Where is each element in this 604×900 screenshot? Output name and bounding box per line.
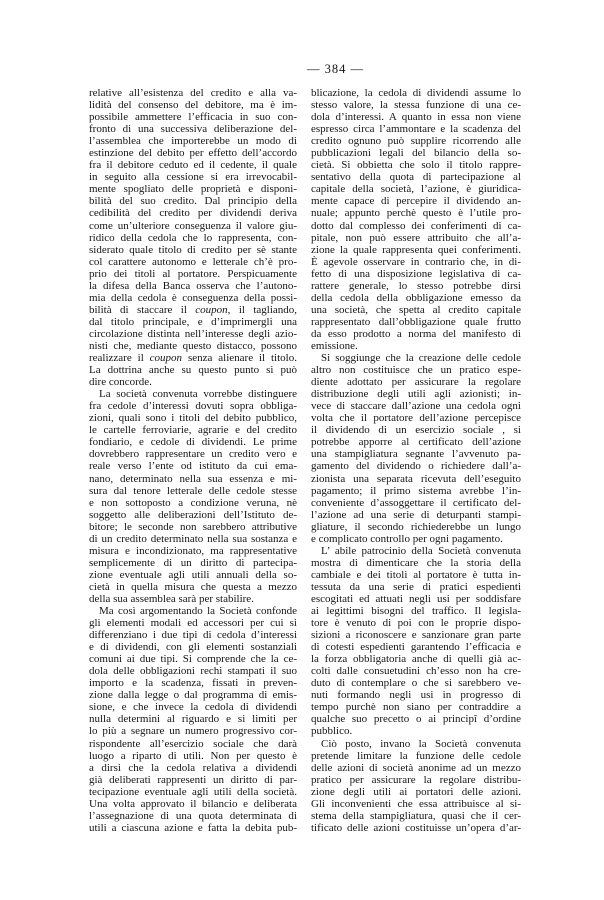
text-line: L’ abile patrocinio della Società convenuta	[321, 544, 521, 557]
text-line: di cotesti espedienti garantendo l’efficacia e	[311, 641, 521, 654]
text-line: l’azione ad una serie di deturpanti stampi-	[311, 508, 521, 521]
text-line: cietà. Si obbietta che solo il titolo rappre-	[311, 159, 521, 172]
text-line: dal titolo principale, e d’imprimergli una	[89, 315, 297, 328]
text-line: sione, e che invece la cedola di dividendi	[89, 701, 297, 714]
text-line: nulla determini al riguardo e si limiti per	[89, 713, 297, 726]
text-line: zione degli utili ai portatori delle azioni.	[311, 785, 521, 798]
text-line: zionista una separata ricevuta dell’eseguito	[311, 472, 521, 485]
text-segment: realizzare il	[89, 352, 150, 365]
text-line: dola delle obbligazioni rechi stampati il suo	[89, 665, 297, 678]
text-line: in seguito alla cessione si era irrevocabil-	[89, 171, 297, 184]
text-line: La dottrina anche su questo punto si può	[89, 364, 297, 377]
text-line: potrebbe apporre al certificato dell’azione	[311, 436, 521, 449]
text-line: colti dalle consuetudini ch’esso non ha cre-	[311, 665, 521, 678]
text-line: pratico per assicurare la regolare distribu-	[311, 773, 521, 786]
paragraph	[311, 87, 521, 352]
text-line: escogitati ed attuati negli usi per soddisfare	[311, 592, 521, 605]
text-line: una società, che spetta al credito capitale	[311, 303, 521, 316]
text-line: nisti che, mediante questo distacco, possono	[89, 339, 297, 352]
text-line: nano, determinato nella sua essenza e mi-	[89, 472, 297, 485]
text-line: credito ognuno può supplire ricorrendo alle	[311, 135, 521, 148]
text-line: tore è venuto di poi con le proprie dispo-	[311, 617, 521, 630]
text-line: dotto dal complesso dei conferimenti di ca-	[311, 219, 521, 232]
text-line: fronto di una successiva deliberazione del-	[89, 123, 297, 136]
text-line: fondiario, e cedole di dividendi. Le prime	[89, 436, 297, 449]
text-line: fetto di una disposizione legislativa di ca-	[311, 267, 521, 280]
text-line: come un’ulteriore conseguenza il valore giu-	[89, 219, 297, 232]
text-line: pitale, non può essere attribuito che all’a-	[311, 231, 521, 244]
text-line: dire concorde.	[89, 376, 152, 389]
text-line: rispondente all’esercizio sociale che darà	[89, 737, 297, 750]
text-line	[89, 304, 297, 316]
text-line: l’assemblea che importerebbe un modo di	[89, 135, 297, 148]
text-line: duto di contemplare o che si sarebbero ve-	[311, 677, 521, 690]
left-column	[89, 87, 297, 834]
paragraph	[311, 738, 521, 834]
text-segment: bilità di staccare il	[89, 303, 196, 316]
text-line: utili a ciascuna azione e fatta la debita pub-	[89, 821, 297, 834]
text-line: zione la quale rappresenta quei conferimenti.	[311, 243, 521, 256]
text-line: tificato delle azioni costituisse un’opera d’ar-	[311, 821, 521, 834]
text-line: pubblicazioni legali del bilancio della so-	[311, 147, 521, 160]
text-line: gli elementi modali ed accessori per cui si	[89, 617, 297, 630]
text-line: nuti formando negli usi in progresso di	[311, 689, 521, 702]
text-line: circolazione distinta nell’interesse degli azio-	[89, 327, 297, 340]
text-line: stema della stampigliatura, quasi che il cer-	[311, 809, 521, 822]
text-line: altro non costituisce che un pratico espe-	[311, 364, 521, 377]
text-line: volta che il portatore dell’azione percepisce	[311, 412, 521, 425]
text-line: già deliberati rappresenti un diritto di par-	[89, 773, 297, 786]
text-line: espresso circa l’ammontare e la scadenza del	[311, 123, 521, 136]
text-line: bitore; le seconde non sarebbero attributive	[89, 520, 297, 533]
text-line: stesso valore, la stessa funzione di una ce-	[311, 99, 521, 112]
text-line: Ciò posto, invano la Società convenuta	[321, 737, 521, 750]
text-line: mia della cedola è conseguenza della possi-	[89, 291, 297, 304]
text-line: tessuta da una serie di pratici espedienti	[311, 580, 521, 593]
text-line: dola d’interessi. A quanto in essa non viene	[311, 111, 521, 124]
text-line: zioni, quali sono i titoli del debito pubblico,	[89, 412, 297, 425]
text-line: cietà in quella misura che questa a mezzo	[89, 580, 297, 593]
text-line: la difesa della Banca osserva che l’autono-	[89, 279, 297, 292]
text-line: l’assegnazione di una quota determinata di	[89, 809, 297, 822]
text-line: e complicato controllo per ogni pagamento.	[311, 532, 503, 545]
right-column	[311, 87, 521, 834]
text-line: della sua assemblea sarà per stabilire.	[89, 592, 254, 605]
text-line: relative all’esistenza del credito e alla va-	[89, 87, 297, 99]
text-line: di un credito determinato nella sua sostanza e	[89, 532, 297, 545]
text-line: tecipazione eventuale agli utili della società.	[89, 785, 297, 798]
text-line: gliature, il secondo richiederebbe un lungo	[311, 520, 521, 533]
text-line: diente adottato per assicurare la regolare	[311, 376, 521, 389]
text-line: fra il debitore ceduto ed il cedente, il quale	[89, 159, 297, 172]
text-line: a dirsi che la cedola relativa a dividendi	[89, 761, 297, 774]
text-line: ai legittimi bisogni del traffico. Il legisla-	[311, 605, 521, 618]
text-line: pagamento; il primo sistema avrebbe l’in-	[311, 484, 521, 497]
text-line: luogo a riparto di utili. Non per questo è	[89, 749, 297, 762]
text-line: mostra di dimenticare che la storia della	[311, 556, 521, 569]
text-line: lidità del consenso del debitore, ma è im-	[89, 99, 297, 112]
text-line: prio dei titoli al portatore. Perspicuamente	[89, 267, 297, 280]
paragraph	[311, 545, 521, 738]
text-line: pretende limitare la funzione delle cedole	[311, 749, 521, 762]
text-line: col carattere autonomo e letterale ch’è pro-	[89, 255, 297, 268]
text-line: della cedola della obbligazione emesso da	[311, 291, 521, 304]
text-line: e non sottoposto a condizione veruna, nè	[89, 496, 297, 509]
text-line: dovrebbero rappresentare un credito vero e	[89, 448, 297, 461]
text-line: siderato quale titolo di credito per sè stante	[89, 243, 297, 256]
text-line: pubblico.	[311, 725, 353, 738]
text-line: zione eventuale agli utili annuali della so-	[89, 568, 297, 581]
text-line: gamento del dividendo o richiedere dall’a-	[311, 460, 521, 473]
text-line: blicazione, la cedola di dividendi assume lo	[311, 87, 521, 99]
text-line: sentativo della quota di partecipazione al	[311, 171, 521, 184]
text-line: sizioni a riconoscere e sanzionare gran parte	[311, 629, 521, 642]
text-line: mente spogliato delle proprietà e disponi-	[89, 183, 297, 196]
paragraph	[89, 87, 297, 388]
text-line: capitale della società, l’azione, è giuridica-	[311, 183, 521, 196]
italic-term: coupon	[149, 352, 183, 365]
paragraph	[311, 352, 521, 545]
text-line: reale verso l’ente od istituto da cui ema-	[89, 460, 297, 473]
text-line: zione dalla legge o dal programma di emis-	[89, 689, 297, 702]
text-line: da esso prodotto a norma del manifesto di	[311, 327, 521, 340]
text-line: La società convenuta vorrebbe distinguere	[99, 388, 297, 401]
text-line	[89, 352, 297, 364]
text-line: comuni ai due tipi. Si comprende che la ce-	[89, 653, 297, 666]
page-number: — 384 —	[307, 62, 364, 76]
text-line: Gli inconvenienti che essa attribuisce al si-	[311, 797, 521, 810]
text-line: tempo purchè non siano per contraddire a	[311, 701, 521, 714]
text-line: conveniente d’assoggettare il certificato del-	[311, 496, 521, 509]
text-line: delle azioni di società anonime ad un mezzo	[311, 761, 521, 774]
text-line: sura dal tenore letterale delle cedole stesse	[89, 484, 297, 497]
text-line: lo più a segnare un numero progressivo cor-	[89, 725, 297, 738]
text-line: rattere generale, lo stesso potrebbe dirsi	[311, 279, 521, 292]
text-line: emissione.	[311, 339, 358, 352]
text-line: soggetto alle deliberazioni dell’Istituto de-	[89, 508, 297, 521]
text-line: importo e la scadenza, fissati in preven-	[89, 677, 297, 690]
italic-term: coupon	[195, 303, 228, 316]
text-segment: , il tagliando,	[227, 303, 298, 316]
text-line: ridico della cedola che lo rappresenta, con-	[89, 231, 297, 244]
text-line: fra cedole d’interessi dovuti sopra obbliga-	[89, 400, 297, 413]
text-line: nuale; appunto perchè questo è l’utile pro-	[311, 207, 521, 220]
text-line: differenziano i due tipi di cedola d’interessi	[89, 629, 297, 642]
text-line: la forza obbligatoria anche di quelli già ac-	[311, 653, 521, 666]
text-line: cambiale e dei titoli al portatore è tutta in-	[311, 568, 521, 581]
text-line: Una volta approvato il bilancio e deliberata	[89, 797, 297, 810]
text-line: rappresentato dall’obbligazione quale frutto	[311, 315, 521, 328]
text-line: estinzione del debito per effetto dell’accordo	[89, 147, 297, 160]
paragraph	[89, 605, 297, 834]
text-line: bilità del suo credito. Dal principio della	[89, 195, 297, 208]
text-line: Si soggiunge che la creazione delle cedole	[321, 352, 521, 365]
text-line: qualche suo precetto o ai principî d’ordine	[311, 713, 521, 726]
text-line: misura e incondizionato, ma rappresentative	[89, 544, 297, 557]
text-line: e di dividendi, con gli elementi sostanziali	[89, 641, 297, 654]
text-line: Ma così argomentando la Società confonde	[99, 605, 297, 618]
text-line: semplicemente di un diritto di partecipa-	[89, 556, 297, 569]
text-line: le cartelle ferroviarie, agrarie e del credito	[89, 424, 297, 437]
text-line: il dividendo di un esercizio sociale , si	[311, 424, 521, 437]
text-line: mente capace di percepire il dividendo an-	[311, 195, 521, 208]
text-line: distribuzione degli utili agli azionisti; in-	[311, 388, 521, 401]
text-line: vece di staccare dall’azione una cedola ogni	[311, 400, 521, 413]
text-line: una stampigliatura segnante l’avvenuto pa-	[311, 448, 521, 461]
paragraph	[89, 388, 297, 605]
text-segment: senza alienare il titolo.	[182, 352, 297, 365]
text-line: possibile ammettere l’efficacia in suo con-	[89, 111, 297, 124]
text-line: È agevole osservare in contrario che, in di-	[311, 255, 521, 268]
text-line: cedibilità del credito per dividendi deriva	[89, 207, 297, 220]
